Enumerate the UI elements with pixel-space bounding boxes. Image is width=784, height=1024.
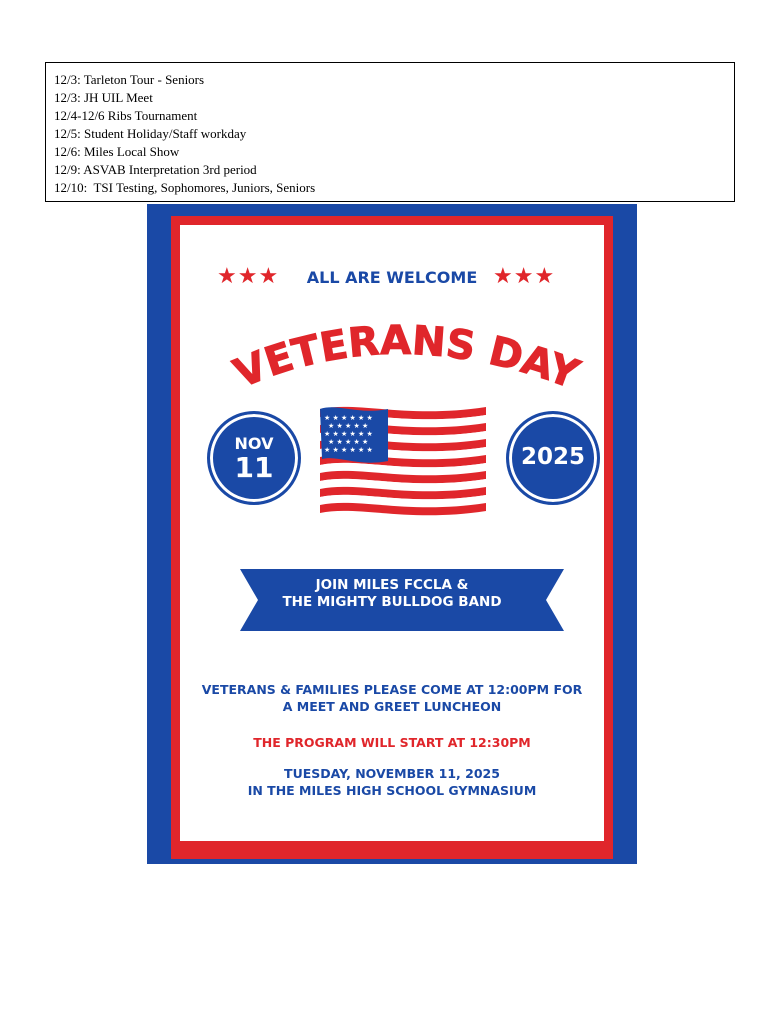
veterans-day-flyer <box>147 204 637 864</box>
date-day: 11 <box>234 451 274 484</box>
schedule-item: 12/3: JH UIL Meet <box>54 90 153 105</box>
svg-text:★ ★ ★ ★ ★ ★: ★ ★ ★ ★ ★ ★ <box>324 430 373 438</box>
stars-right-icon: ★★★ <box>493 264 556 289</box>
stars-left-icon: ★★★ <box>217 264 280 289</box>
schedule-item: 12/5: Student Holiday/Staff workday <box>54 126 247 141</box>
svg-text:★ ★ ★ ★ ★ ★: ★ ★ ★ ★ ★ ★ <box>324 446 373 454</box>
announcement-schedule <box>45 62 735 202</box>
event-location-info <box>200 765 584 799</box>
flyer-panel <box>180 225 604 841</box>
svg-text:VETERANS DAY <box>228 318 586 395</box>
program-start-info: THE PROGRAM WILL START AT 12:30PM <box>253 735 531 750</box>
flyer-title-text: VETERANS DAY <box>227 317 585 395</box>
schedule-item: 12/3: Tarleton Tour - Seniors <box>54 72 205 87</box>
schedule-item: 12/10: TSI Testing, Sophomores, Juniors, Seniors <box>54 180 316 195</box>
banner-text <box>264 577 520 611</box>
banner-line: JOIN MILES FCCLA & <box>315 577 469 593</box>
year-text: 2025 <box>520 444 585 470</box>
banner-line: THE MIGHTY BULLDOG BAND <box>282 594 502 610</box>
event-venue: IN THE MILES HIGH SCHOOL GYMNASIUM <box>247 783 537 798</box>
event-date: TUESDAY, NOVEMBER 11, 2025 <box>284 766 500 781</box>
year-badge <box>506 411 600 505</box>
svg-text:★ ★ ★ ★ ★: ★ ★ ★ ★ ★ <box>328 422 369 430</box>
date-month: NOV <box>234 434 274 453</box>
svg-text:★ ★ ★ ★ ★ ★: ★ ★ ★ ★ ★ ★ <box>324 414 373 422</box>
welcome-text: ALL ARE WELCOME <box>306 268 478 287</box>
flyer-red-border <box>171 216 613 859</box>
schedule-item: 12/4-12/6 Ribs Tournament <box>54 108 198 123</box>
flyer-title <box>180 285 604 395</box>
american-flag-icon <box>318 403 488 518</box>
date-badge <box>207 411 301 505</box>
svg-text:★ ★ ★ ★ ★: ★ ★ ★ ★ ★ <box>328 438 369 446</box>
schedule-item: 12/9: ASVAB Interpretation 3rd period <box>54 162 257 177</box>
luncheon-info: VETERANS & FAMILIES PLEASE COME AT 12:00PM FOR A MEET AND GREET LUNCHEON <box>201 682 583 714</box>
schedule-item: 12/6: Miles Local Show <box>54 144 180 159</box>
